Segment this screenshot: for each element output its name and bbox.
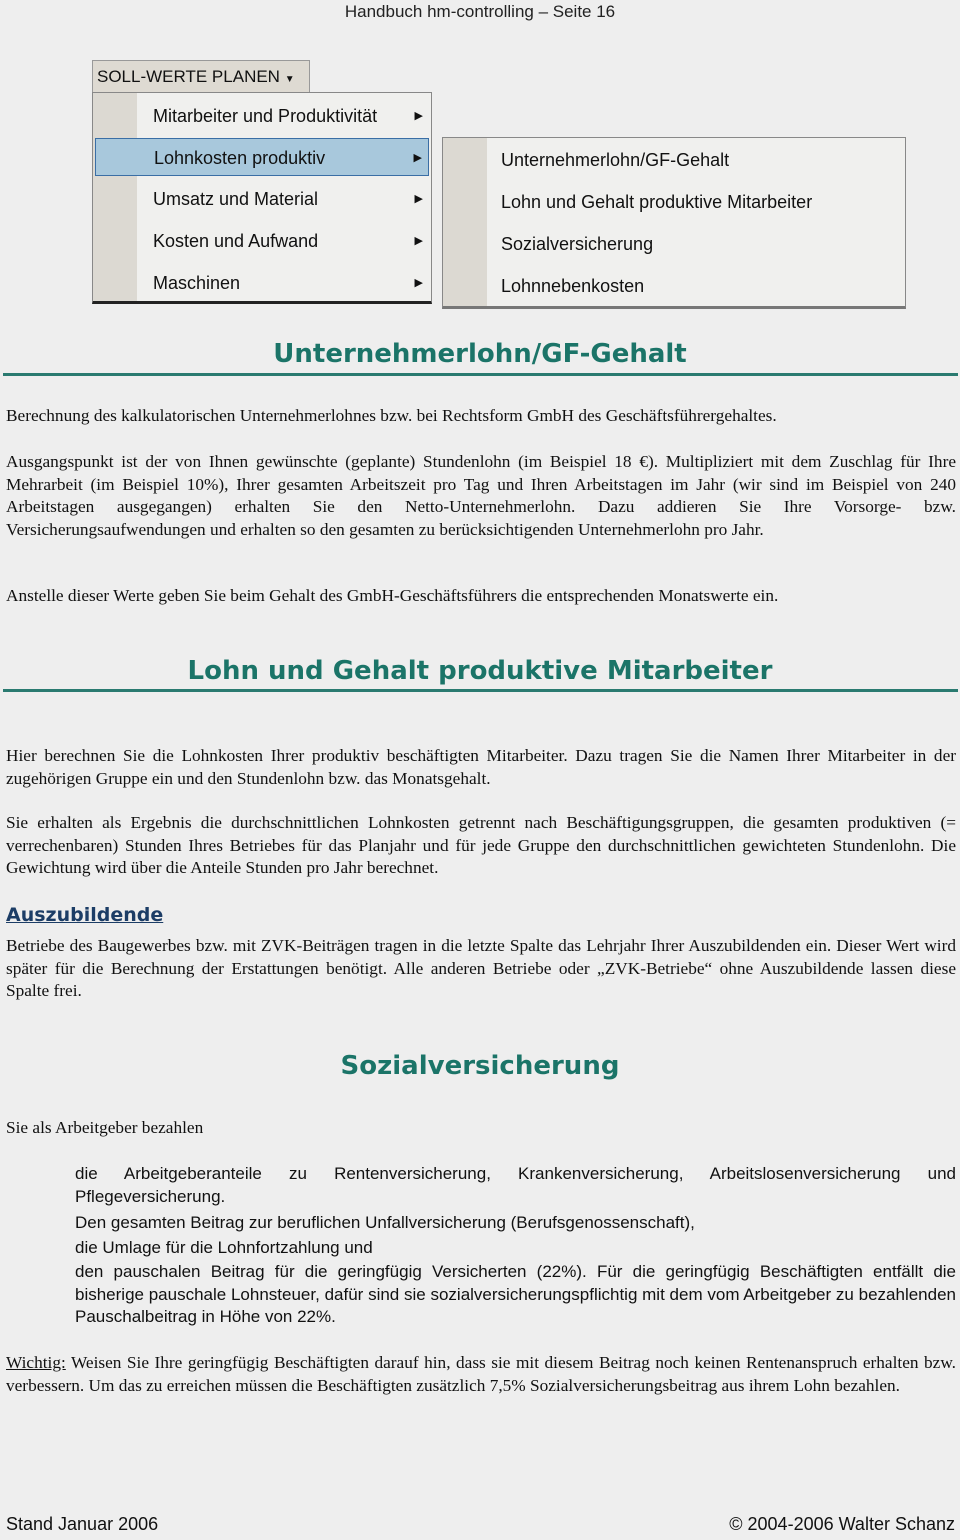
note-label: Wichtig: [6, 1353, 66, 1372]
submenu-arrow-icon: ▶ [414, 235, 423, 247]
footer-date: Stand Januar 2006 [6, 1514, 159, 1534]
menu-item-label: Lohnkosten produktiv [154, 148, 326, 168]
dropdown-arrow-icon: ▼ [284, 74, 295, 85]
menu-item-umsatz[interactable] [95, 180, 429, 218]
subheading-auszubildende: Auszubildende [6, 904, 164, 926]
footer-copyright: © 2004-2006 Walter Schanz [729, 1514, 955, 1534]
submenu-item-unternehmerlohn[interactable]: Unternehmerlohn/GF-Gehalt [501, 150, 730, 170]
menu-item-label: Mitarbeiter und Produktivität [153, 106, 378, 126]
menu-item-kosten[interactable] [95, 222, 429, 260]
paragraph: Ausgangspunkt ist der von Ihnen gewünschte (geplante) Stundenlohn (im Beispiel 18 €). Multipliziert mit dem Zuschlag für Ihre Mehrarbeit (im Beispiel 10%), Ihrer gesamten Arbeitszeit pro Tag und Ihren Arbeitstagen im Jahr (wir sind im Beispiel von 240 Arbeitstagen ausgegangen) erhalten Sie den Netto-Unternehmerlohn. Dazu addieren Sie Ihre Vorsorge- bzw. Versicherungsaufwendungen und erhalten so den gesamten zu berücksichtigenden Unternehmerlohn pro Jahr. [6, 452, 956, 539]
submenu-arrow-icon: ▶ [413, 152, 422, 164]
list-item: die Arbeitgeberanteile zu Rentenversicherung, Krankenversicherung, Arbeitslosenversicherung und Pflegeversicherung. [75, 1164, 956, 1206]
submenu-arrow-icon: ▶ [414, 193, 423, 205]
menu-item-label: Kosten und Aufwand [153, 231, 319, 251]
paragraph: Berechnung des kalkulatorischen Unternehmerlohnes bzw. bei Rechtsform GmbH des Geschäftsführergehaltes. [6, 406, 777, 425]
paragraph: Sie als Arbeitgeber bezahlen [6, 1118, 204, 1137]
soll-werte-planen-menu-button[interactable] [92, 60, 310, 92]
submenu-item-lohnnebenkosten[interactable]: Lohnnebenkosten [501, 276, 645, 296]
note-text: Weisen Sie Ihre geringfügig Beschäftigten darauf hin, dass sie mit diesem Beitrag noch keinen Rentenanspruch erhalten bzw. verbessern. Um das zu erreichen müssen die Beschäftigten zusätzlich 7,5% Sozialversicherungsbeitrag aus ihrem Lohn bezahlen. [6, 1353, 956, 1395]
section-title-lohn-gehalt: Lohn und Gehalt produktive Mitarbeiter [187, 656, 773, 686]
divider [3, 373, 958, 376]
submenu-arrow-icon: ▶ [414, 277, 423, 289]
paragraph: Hier berechnen Sie die Lohnkosten Ihrer produktiv beschäftigten Mitarbeiter. Dazu tragen Sie die Namen Ihrer Mitarbeiter in der zugehörigen Gruppe ein und den Stundenlohn bzw. das Monatsgehalt. [6, 746, 956, 788]
submenu-item-lohn-gehalt[interactable]: Lohn und Gehalt produktive Mitarbeiter [501, 192, 813, 212]
submenu-item-sozialversicherung[interactable]: Sozialversicherung [501, 234, 654, 254]
section-title-sozialversicherung: Sozialversicherung [340, 1051, 620, 1081]
paragraph: Betriebe des Baugewerbes bzw. mit ZVK-Beiträgen tragen in die letzte Spalte das Lehrjahr Ihrer Auszubildenden ein. Dieser Wert wird später für die Berechnung der Erstattungen benötigt. Alle anderen Betriebe oder „ZVK-Betriebe“ ohne Auszubildende lassen diese Spalte frei. [6, 936, 956, 1000]
list-item: Den gesamten Beitrag zur beruflichen Unfallversicherung (Berufsgenossenschaft), [75, 1213, 695, 1232]
menu-item-label: Umsatz und Material [153, 189, 319, 209]
paragraph: Sie erhalten als Ergebnis die durchschnittlichen Lohnkosten getrennt nach Beschäftigungsgruppen, die gesamten produktiven (= verrechenbaren) Stunden Ihres Betriebes für das Planjahr und für jede Gruppe den durchschnittlichen gewichteten Stundenlohn. Die Gewichtung wird über die Anteile Stunden pro Jahr berechnet. [6, 813, 956, 877]
paragraph: Anstelle dieser Werte geben Sie beim Gehalt des GmbH-Geschäftsführers die entsprechenden Monatswerte ein. [6, 586, 779, 605]
menu-item-lohnkosten[interactable] [95, 138, 429, 176]
menu-item-mitarbeiter[interactable] [95, 97, 429, 135]
list-item: den pauschalen Beitrag für die geringfügig Versicherten (22%). Für die geringfügig Beschäftigten entfällt die bisherige pauschale Lohnsteuer, dafür sind sie sozialversicherungspflichtig mit dem vom Arbeitgeber zu bezahlenden Pauschalbeitrag in Höhe von 22%. [75, 1262, 956, 1326]
submenu-arrow-icon: ▶ [414, 110, 423, 122]
menu-item-label: Maschinen [153, 273, 241, 293]
section-title-unternehmerlohn: Unternehmerlohn/GF-Gehalt [273, 339, 687, 369]
list-item: die Umlage für die Lohnfortzahlung und [75, 1238, 373, 1257]
menu-button-label: SOLL-WERTE PLANEN [97, 67, 280, 86]
submenu [442, 137, 906, 309]
divider [3, 689, 958, 692]
page-header: Handbuch hm-controlling – Seite 16 [344, 2, 616, 21]
dropdown-menu [92, 92, 432, 304]
menu-item-maschinen[interactable] [95, 264, 429, 302]
note-paragraph [6, 1352, 956, 1397]
